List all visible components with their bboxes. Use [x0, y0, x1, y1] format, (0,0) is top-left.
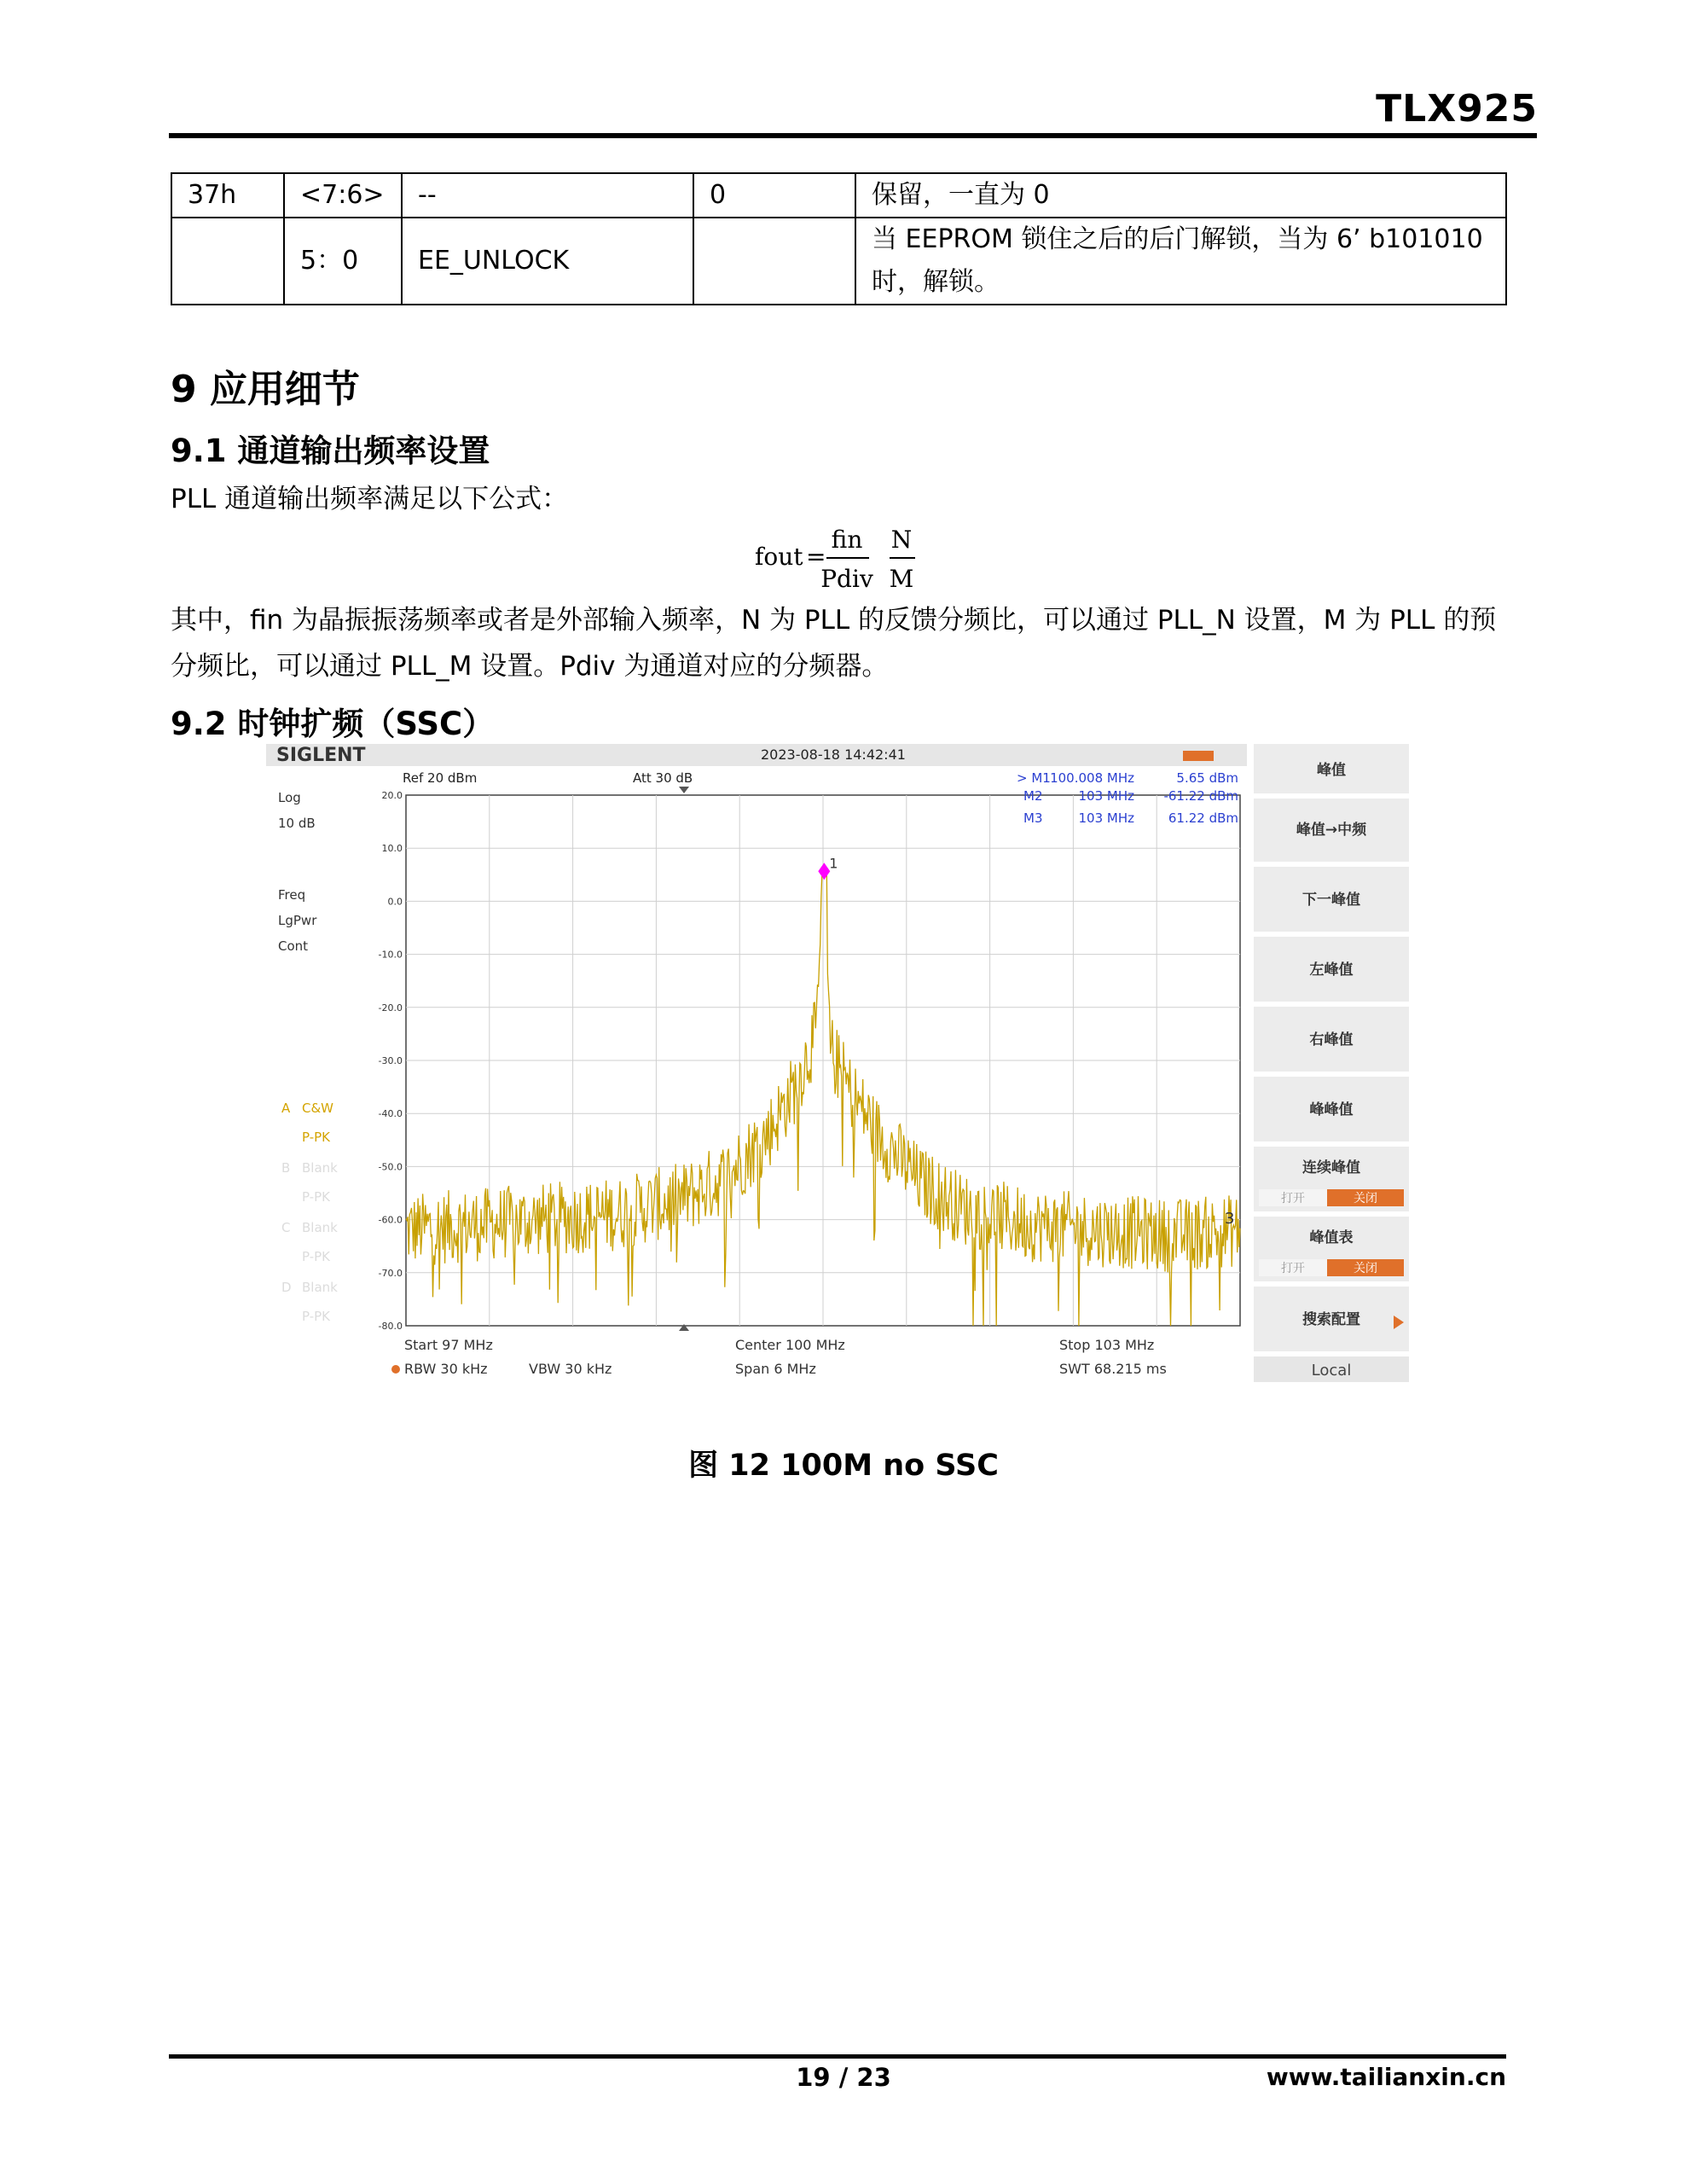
trace-state: Blank [302, 1280, 338, 1295]
table-row [171, 218, 1506, 305]
analyzer-top-bar [266, 744, 1247, 766]
mode-freq: Freq [278, 887, 306, 903]
softkey-label: 峰峰值 [1309, 1101, 1354, 1118]
formula-numerator: fin [831, 526, 863, 554]
register-table [171, 172, 1507, 305]
formula-numerator: N [890, 526, 913, 554]
y-tick-label: -50.0 [378, 1161, 403, 1173]
y-tick-label: 20.0 [381, 790, 403, 801]
softkey-label: 下一峰值 [1302, 892, 1360, 909]
formula-denominator: Pdiv [820, 565, 873, 593]
table-row [171, 173, 1506, 218]
marker-name: M2 [1023, 788, 1043, 804]
local-label: Local [1311, 1362, 1352, 1380]
y-tick-label: -30.0 [378, 1055, 403, 1066]
y-tick-label: -10.0 [378, 949, 403, 961]
y-tick-label: -80.0 [378, 1321, 403, 1332]
trace-detector: P-PK [302, 1309, 331, 1324]
table-cell [693, 218, 855, 305]
subsection-heading: 9.1 通道输出频率设置 [171, 433, 490, 469]
spectrum-analyzer-screenshot [266, 744, 1409, 1382]
marker-freq: 103 MHz [1078, 810, 1134, 826]
trace-state: C&W [302, 1101, 334, 1116]
softkey-label: 左峰值 [1309, 961, 1354, 979]
section-heading: 9 应用细节 [171, 368, 360, 411]
softkey-label: 右峰值 [1309, 1031, 1354, 1048]
rbw: RBW 30 kHz [404, 1361, 488, 1377]
formula-equals: = [806, 543, 826, 571]
trace-letter: C [281, 1220, 291, 1235]
toggle-on-label: 打开 [1281, 1192, 1305, 1205]
marker-freq: 100.008 MHz [1050, 770, 1134, 786]
frequency-formula [755, 520, 925, 597]
center-freq: Center 100 MHz [735, 1337, 845, 1353]
formula-denominator: M [889, 565, 914, 593]
formula-lhs: fout [755, 543, 803, 571]
footer-rule [169, 2054, 1506, 2059]
toggle-off-label: 关闭 [1354, 1262, 1377, 1275]
page-number: 19 / 23 [796, 2063, 891, 2092]
table-cell: 37h [171, 173, 284, 218]
attenuation: Att 30 dB [633, 770, 693, 786]
y-tick-label: 0.0 [387, 896, 403, 908]
y-tick-label: -70.0 [378, 1267, 403, 1279]
brand-logo: SIGLENT [276, 745, 366, 766]
battery-icon [1183, 751, 1214, 761]
footer-url: www.tailianxin.cn [1266, 2063, 1506, 2091]
softkey-label: 搜索配置 [1302, 1311, 1360, 1328]
table-cell: 保留，一直为 0 [855, 173, 1506, 218]
table-cell: 5：0 [284, 218, 402, 305]
table-cell: 当 EEPROM 锁住之后的后门解锁，当为 6’ b101010 时，解锁。 [855, 218, 1506, 305]
marker-level: 61.22 dBm [1168, 810, 1238, 826]
span: Span 6 MHz [735, 1361, 816, 1377]
trace-letter: A [281, 1101, 291, 1116]
paragraph: PLL 通道输出频率满足以下公式： [171, 484, 569, 514]
start-freq: Start 97 MHz [404, 1337, 493, 1353]
table-cell: -- [402, 173, 693, 218]
document-title: TLX925 [1376, 87, 1538, 131]
paragraph: 其中，fin 为晶振振荡频率或者是外部输入频率，N 为 PLL 的反馈分频比，可以通过 PLL_N 设置，M 为 PLL 的预分频比，可以通过 PLL_M 设置。Pdiv 为通道对应的分频器。 [171, 605, 1497, 682]
trace-detector: P-PK [302, 1189, 331, 1205]
table-cell [171, 218, 284, 305]
y-tick-label: -60.0 [378, 1214, 403, 1226]
marker-1-label: 1 [829, 855, 838, 872]
marker-name: > M1 [1017, 770, 1051, 786]
scale-type: Log [278, 790, 301, 805]
trace-detector: P-PK [302, 1249, 331, 1264]
trace-state: Blank [302, 1220, 338, 1235]
sweep-time: SWT 68.215 ms [1059, 1361, 1167, 1377]
marker-level: 5.65 dBm [1176, 770, 1238, 786]
scale-div: 10 dB [278, 816, 316, 831]
marker-name: M3 [1023, 810, 1043, 826]
mode-cont: Cont [278, 938, 309, 954]
stop-freq: Stop 103 MHz [1059, 1337, 1155, 1353]
marker-freq: 103 MHz [1078, 788, 1134, 804]
table-cell: <7:6> [284, 173, 402, 218]
figure-caption: 图 12 100M no SSC [688, 1449, 999, 1483]
toggle-off-label: 关闭 [1354, 1192, 1377, 1205]
toggle-on-label: 打开 [1281, 1262, 1305, 1275]
trace-letter: B [281, 1160, 291, 1176]
table-cell: 0 [693, 173, 855, 218]
rbw-indicator-icon [391, 1365, 400, 1374]
table-cell: EE_UNLOCK [402, 218, 693, 305]
vbw: VBW 30 kHz [529, 1361, 612, 1377]
mode-lgpwr: LgPwr [278, 913, 317, 928]
softkey-label: 连续峰值 [1302, 1159, 1360, 1176]
y-tick-label: -40.0 [378, 1108, 403, 1120]
y-tick-label: 10.0 [381, 843, 403, 855]
y-tick-label: -20.0 [378, 1002, 403, 1014]
analyzer-datetime: 2023-08-18 14:42:41 [761, 746, 906, 763]
trace-letter: D [281, 1280, 292, 1295]
trace-detector: P-PK [302, 1130, 331, 1145]
softkey-label: 峰值→中频 [1296, 822, 1367, 839]
softkey-label: 峰值表 [1309, 1229, 1354, 1246]
softkey-label: 峰值 [1317, 762, 1346, 779]
trace-state: Blank [302, 1160, 338, 1176]
marker-3-label: 3 [1225, 1210, 1235, 1228]
marker-level: -61.22 dBm [1163, 788, 1238, 804]
subsection-heading: 9.2 时钟扩频（SSC） [171, 706, 495, 742]
ref-level: Ref 20 dBm [403, 770, 478, 786]
header-rule [169, 133, 1537, 138]
